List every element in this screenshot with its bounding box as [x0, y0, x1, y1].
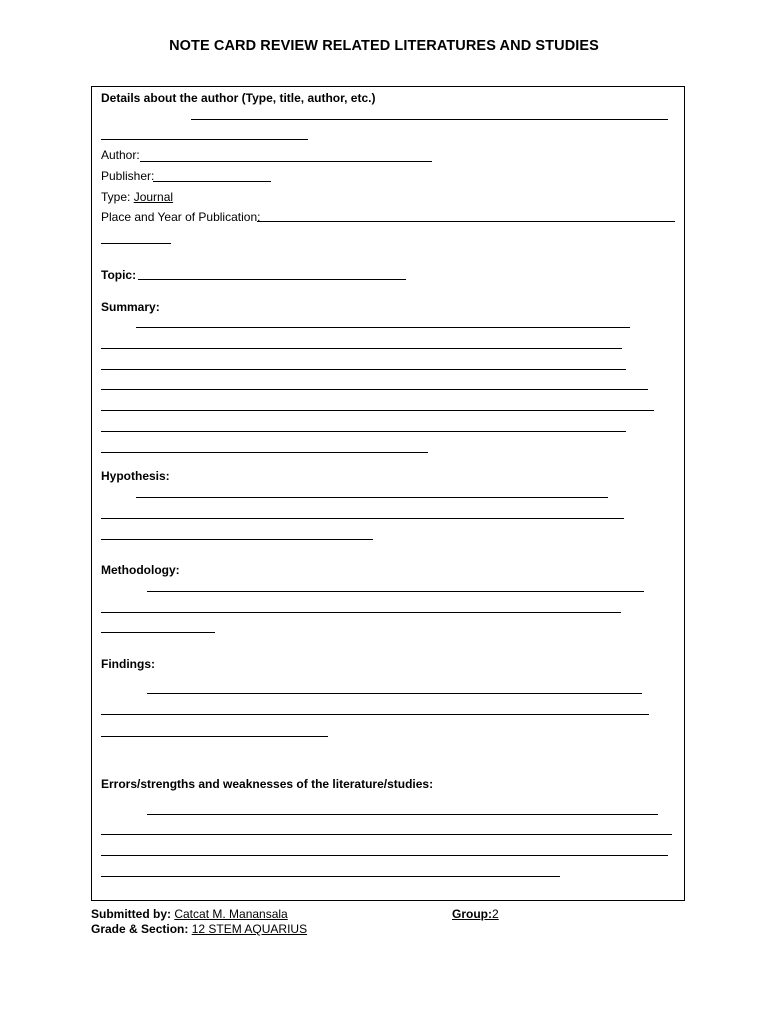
topic-label: Topic: — [101, 268, 137, 282]
submitted-by-label: Submitted by: — [91, 907, 171, 921]
group-label: Group: — [452, 907, 492, 921]
summary-line-4[interactable] — [101, 389, 648, 390]
place-year-line-2[interactable] — [101, 243, 171, 244]
errors-line-2[interactable] — [101, 834, 672, 835]
details-heading: Details about the author (Type, title, author, etc.) — [101, 91, 376, 105]
summary-line-2[interactable] — [101, 348, 622, 349]
methodology-line-1[interactable] — [147, 591, 644, 592]
details-line-1[interactable] — [191, 119, 668, 120]
place-year-line-1[interactable] — [257, 221, 675, 222]
findings-label: Findings: — [101, 657, 155, 671]
summary-line-3[interactable] — [101, 369, 626, 370]
author-line[interactable] — [140, 161, 432, 162]
methodology-line-3[interactable] — [101, 632, 215, 633]
author-label: Author: — [101, 148, 140, 162]
errors-line-3[interactable] — [101, 855, 668, 856]
topic-line[interactable] — [138, 279, 406, 280]
errors-label: Errors/strengths and weaknesses of the literature/studies: — [101, 777, 434, 791]
summary-line-6[interactable] — [101, 431, 626, 432]
grade-section-value: 12 STEM AQUARIUS — [191, 922, 308, 936]
page-title: NOTE CARD REVIEW RELATED LITERATURES AND STUDIES — [169, 38, 599, 54]
submitted-by — [91, 907, 288, 921]
group-value: 2 — [492, 907, 499, 921]
grade-section-label: Grade & Section: — [91, 922, 189, 936]
place-year-label: Place and Year of Publication: — [101, 210, 261, 224]
hypothesis-line-2[interactable] — [101, 518, 624, 519]
errors-line-4[interactable] — [101, 876, 560, 877]
findings-line-3[interactable] — [101, 736, 328, 737]
summary-line-1[interactable] — [136, 327, 630, 328]
findings-line-1[interactable] — [147, 693, 642, 694]
type-label: Type: — [101, 190, 131, 204]
findings-line-2[interactable] — [101, 714, 649, 715]
summary-label: Summary: — [101, 300, 160, 314]
publisher-line[interactable] — [153, 181, 271, 182]
hypothesis-label: Hypothesis: — [101, 469, 170, 483]
type-value: Journal — [133, 190, 174, 204]
details-line-2[interactable] — [101, 139, 308, 140]
errors-line-1[interactable] — [147, 814, 658, 815]
summary-line-5[interactable] — [101, 410, 654, 411]
type-field — [101, 190, 173, 204]
group — [452, 907, 499, 921]
summary-line-7[interactable] — [101, 452, 428, 453]
submitted-by-value: Catcat M. Manansala — [174, 907, 288, 921]
methodology-line-2[interactable] — [101, 612, 621, 613]
methodology-label: Methodology: — [101, 563, 180, 577]
hypothesis-line-3[interactable] — [101, 539, 373, 540]
publisher-label: Publisher: — [101, 169, 155, 183]
hypothesis-line-1[interactable] — [136, 497, 608, 498]
grade-section — [91, 922, 307, 936]
